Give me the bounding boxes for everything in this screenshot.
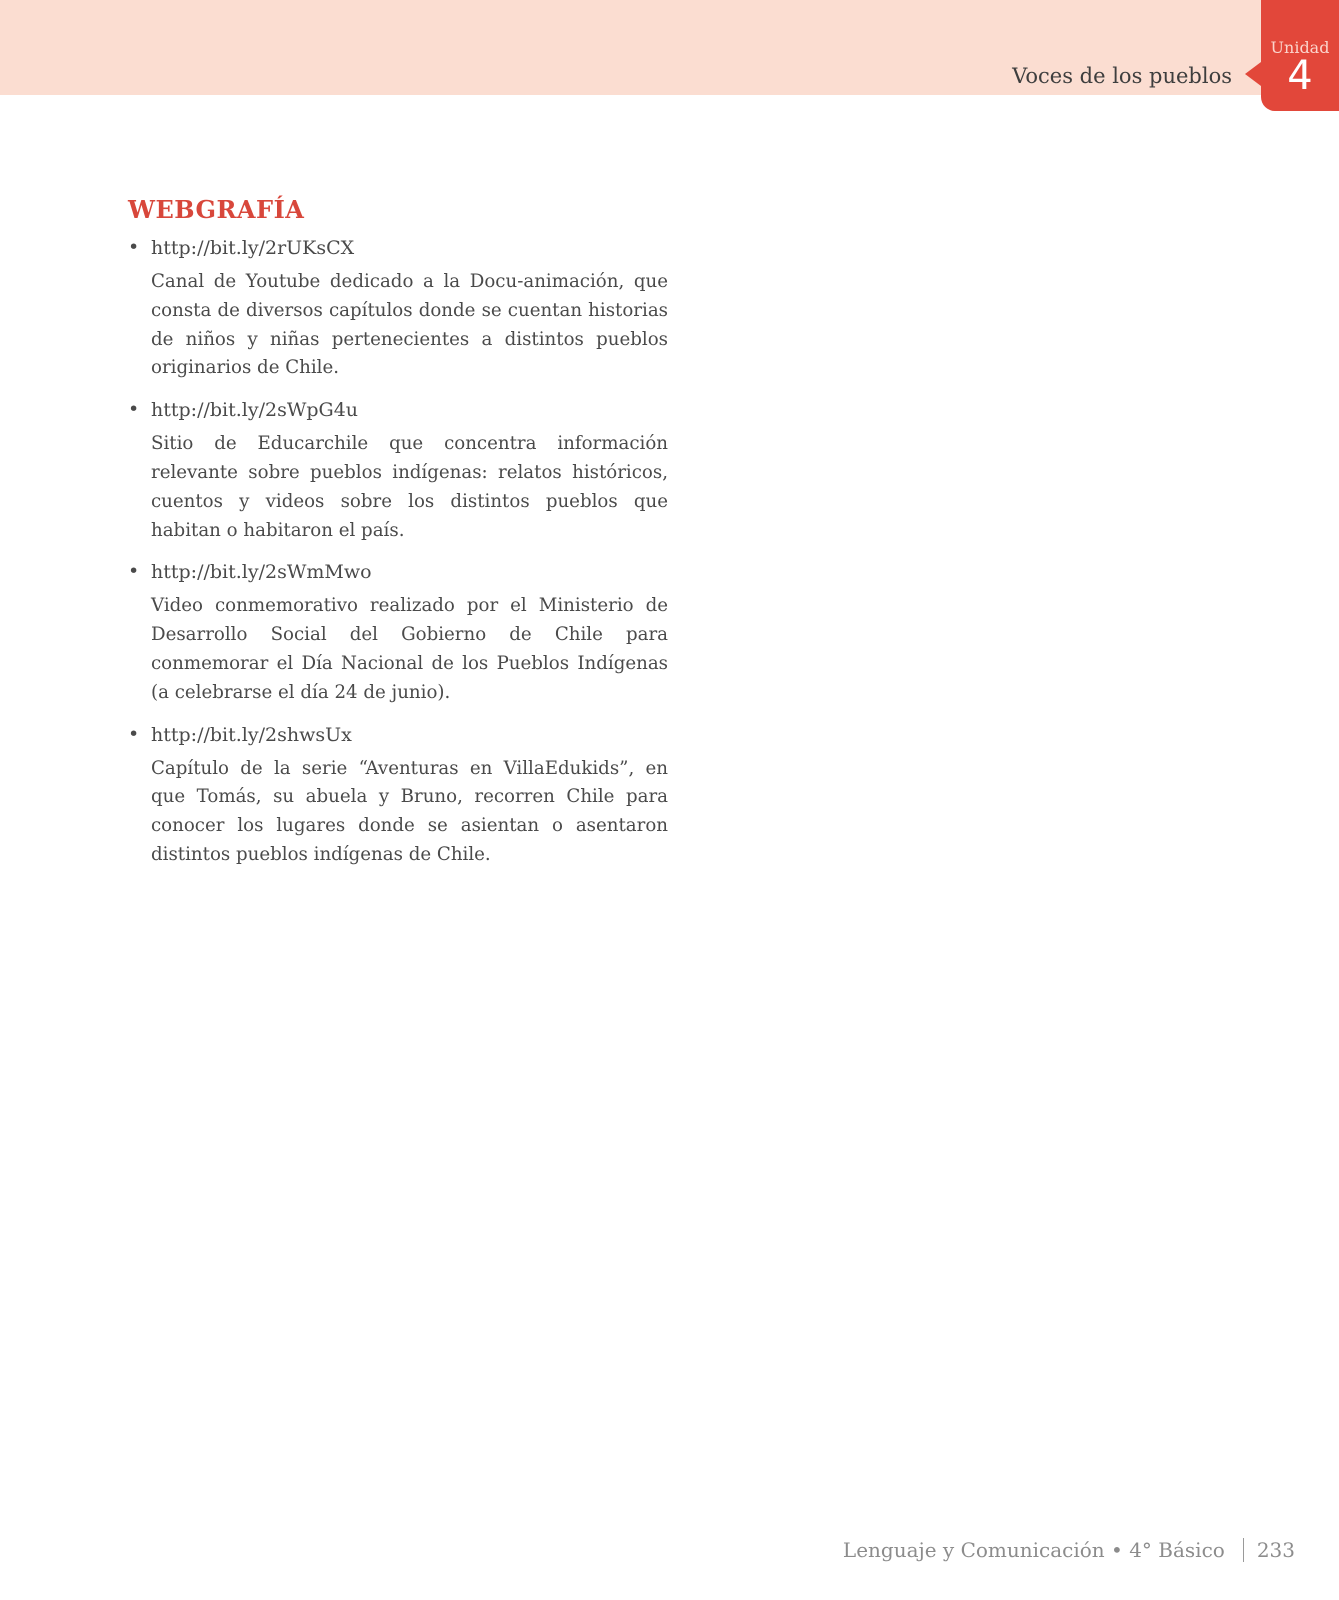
bullet: •: [128, 236, 140, 258]
list-item: [128, 234, 668, 383]
unit-number: 4: [1287, 53, 1313, 99]
unit-tab: [1261, 0, 1339, 111]
entry-url[interactable]: http://bit.ly/2sWpG4u: [151, 399, 359, 422]
bullet: •: [128, 722, 140, 745]
bullet: •: [128, 560, 140, 583]
entry-description: Capítulo de la serie “Aventuras en VillaEdukids”, en que Tomás, su abuela y Bruno, recorren Chile para conocer los lugares donde se asientan o asentaron distintos pueblos indígenas de Chile.: [151, 757, 668, 865]
page-footer: [843, 1538, 1295, 1562]
list-item: [128, 721, 668, 870]
list-item: [128, 558, 668, 707]
list-item: [128, 396, 668, 545]
entry-url[interactable]: http://bit.ly/2rUKsCX: [151, 237, 355, 259]
section-title: WEBGRAFÍA: [128, 195, 305, 224]
footer-divider: [1243, 1538, 1244, 1562]
entry-description: Sitio de Educarchile que concentra información relevante sobre pueblos indígenas: relatos históricos, cuentos y videos sobre los distintos pueblos que habitan o habitaron el país.: [151, 433, 668, 541]
entry-url[interactable]: http://bit.ly/2sWmMwo: [151, 561, 372, 584]
page-number: 233: [1256, 1538, 1295, 1562]
unit-title: Voces de los pueblos: [1012, 64, 1232, 88]
entry-description: Video conmemorativo realizado por el Ministerio de Desarrollo Social del Gobierno de Chile para conmemorar el Día Nacional de los Pueblos Indígenas (a celebrarse el día 24 de junio).: [151, 595, 668, 703]
unit-label: Unidad: [1270, 38, 1330, 57]
bullet: •: [128, 398, 140, 421]
entry-url[interactable]: http://bit.ly/2shwsUx: [151, 723, 352, 746]
webgraphy-section: [128, 195, 668, 883]
entry-description: Canal de Youtube dedicado a la Docu-animación, que consta de diversos capítulos donde se cuentan historias de niños y niñas pertenecientes a distintos pueblos originarios de Chile.: [151, 271, 668, 379]
webgraphy-list: [128, 234, 668, 870]
footer-book-title: Lenguaje y Comunicación • 4° Básico: [842, 1538, 1225, 1562]
